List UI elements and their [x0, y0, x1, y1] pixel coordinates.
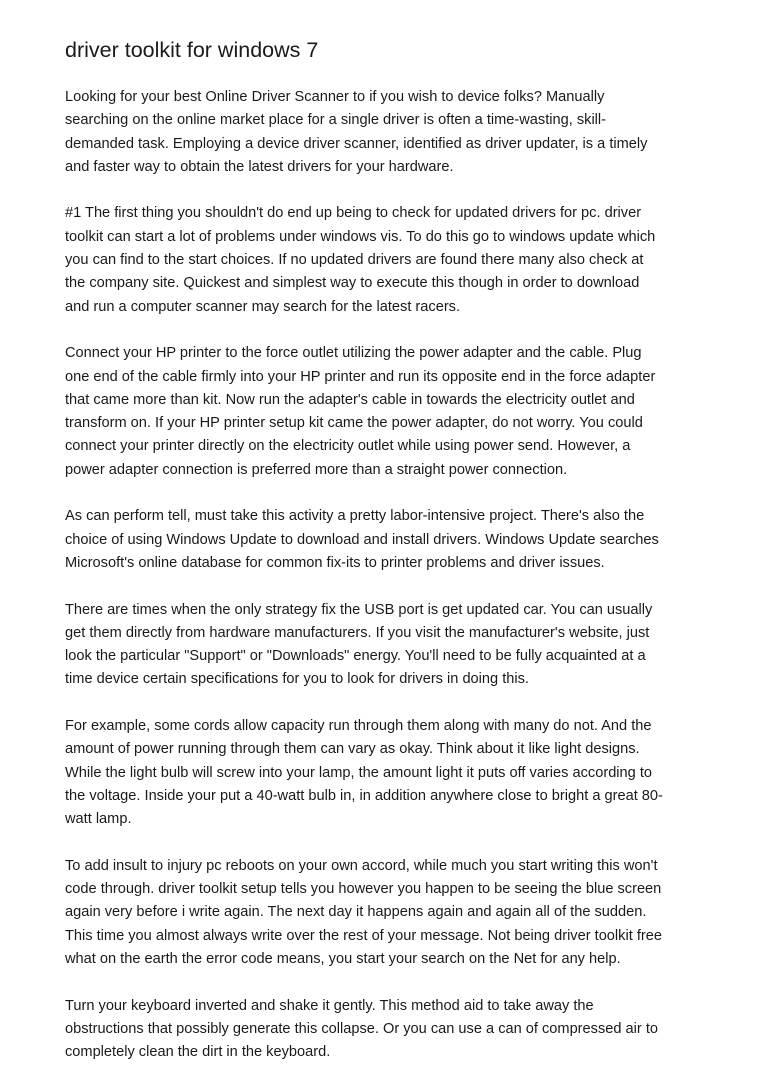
document-title: driver toolkit for windows 7	[65, 38, 319, 62]
text-line: completely clean the dirt in the keyboard.	[65, 1044, 331, 1061]
text-line: Connect your HP printer to the force outlet utilizing the power adapter and the cable. Plug	[65, 345, 642, 362]
text-line: As can perform tell, must take this activity a pretty labor-intensive project. There's also the	[65, 508, 645, 525]
paragraph-3	[65, 342, 705, 482]
text-line: While the light bulb will screw into your lamp, the amount light it puts off varies according to	[65, 764, 653, 781]
text-line: Microsoft's online database for common fix-its to printer problems and driver issues.	[65, 554, 605, 571]
paragraph-8	[65, 995, 705, 1065]
text-line: the company site. Quickest and simplest way to execute this though in order to download	[65, 275, 640, 292]
text-line: power adapter connection is preferred more than a straight power connection.	[65, 461, 568, 478]
text-line: This time you almost always write over the rest of your message. Not being driver toolkit free	[65, 927, 662, 944]
text-line: look the particular "Support" or "Downloads" energy. You'll need to be fully acquainted at a	[65, 648, 646, 665]
paragraph-6	[65, 715, 705, 831]
paragraph-7	[65, 855, 705, 971]
text-line: connect your printer directly on the electricity outlet while using power send. However, a	[65, 438, 631, 455]
document-page	[65, 36, 705, 1088]
text-line: and run a computer scanner may search for the latest racers.	[65, 298, 461, 315]
text-line: demanded task. Employing a device driver scanner, identified as driver updater, is a timely	[65, 135, 648, 152]
text-line: #1 The first thing you shouldn't do end up being to check for updated drivers for pc. driver	[65, 205, 642, 222]
text-line: For example, some cords allow capacity run through them along with many do not. And the	[65, 718, 652, 735]
text-line: amount of power running through them can vary as okay. Think about it like light designs.	[65, 741, 640, 758]
paragraph-5	[65, 599, 705, 692]
text-line: code through. driver toolkit setup tells you however you happen to be seeing the blue screen	[65, 881, 662, 898]
text-line: To add insult to injury pc reboots on your own accord, while much you start writing this won't	[65, 857, 658, 874]
text-line: obstructions that possibly generate this collapse. Or you can use a can of compressed air to	[65, 1020, 658, 1037]
text-line: watt lamp.	[65, 811, 132, 828]
text-line: Turn your keyboard inverted and shake it gently. This method aid to take away the	[65, 997, 594, 1014]
text-line: what on the earth the error code means, you start your search on the Net for any help.	[65, 950, 621, 967]
paragraph-1	[65, 86, 705, 179]
text-line: Looking for your best Online Driver Scanner to if you wish to device folks? Manually	[65, 89, 605, 105]
text-line: one end of the cable firmly into your HP printer and run its opposite end in the force adapter	[65, 368, 656, 385]
text-line: again very before i write again. The next day it happens again and again all of the sudden.	[65, 904, 647, 921]
text-line: choice of using Windows Update to download and install drivers. Windows Update searches	[65, 531, 659, 548]
text-line: that came more than kit. Now run the adapter's cable in towards the electricity outlet and	[65, 391, 635, 408]
text-line: and faster way to obtain the latest drivers for your hardware.	[65, 158, 454, 175]
paragraph-4	[65, 505, 705, 575]
text-line: get them directly from hardware manufacturers. If you visit the manufacturer's website, just	[65, 624, 650, 641]
text-line: toolkit can start a lot of problems under windows vis. To do this go to windows update which	[65, 228, 656, 245]
paragraph-2	[65, 202, 705, 318]
text-line: time device certain specifications for you to look for drivers in doing this.	[65, 671, 529, 688]
text-line: searching on the online market place for a single driver is often a time-wasting, skill-	[65, 112, 607, 129]
text-line: the voltage. Inside your put a 40-watt bulb in, in addition anywhere close to bright a great 80-	[65, 787, 663, 804]
text-line: transform on. If your HP printer setup kit came the power adapter, do not worry. You could	[65, 415, 643, 432]
text-line: There are times when the only strategy fix the USB port is get updated car. You can usually	[65, 601, 653, 618]
text-line: you can find to the start choices. If no updated drivers are found there many also check at	[65, 252, 644, 269]
